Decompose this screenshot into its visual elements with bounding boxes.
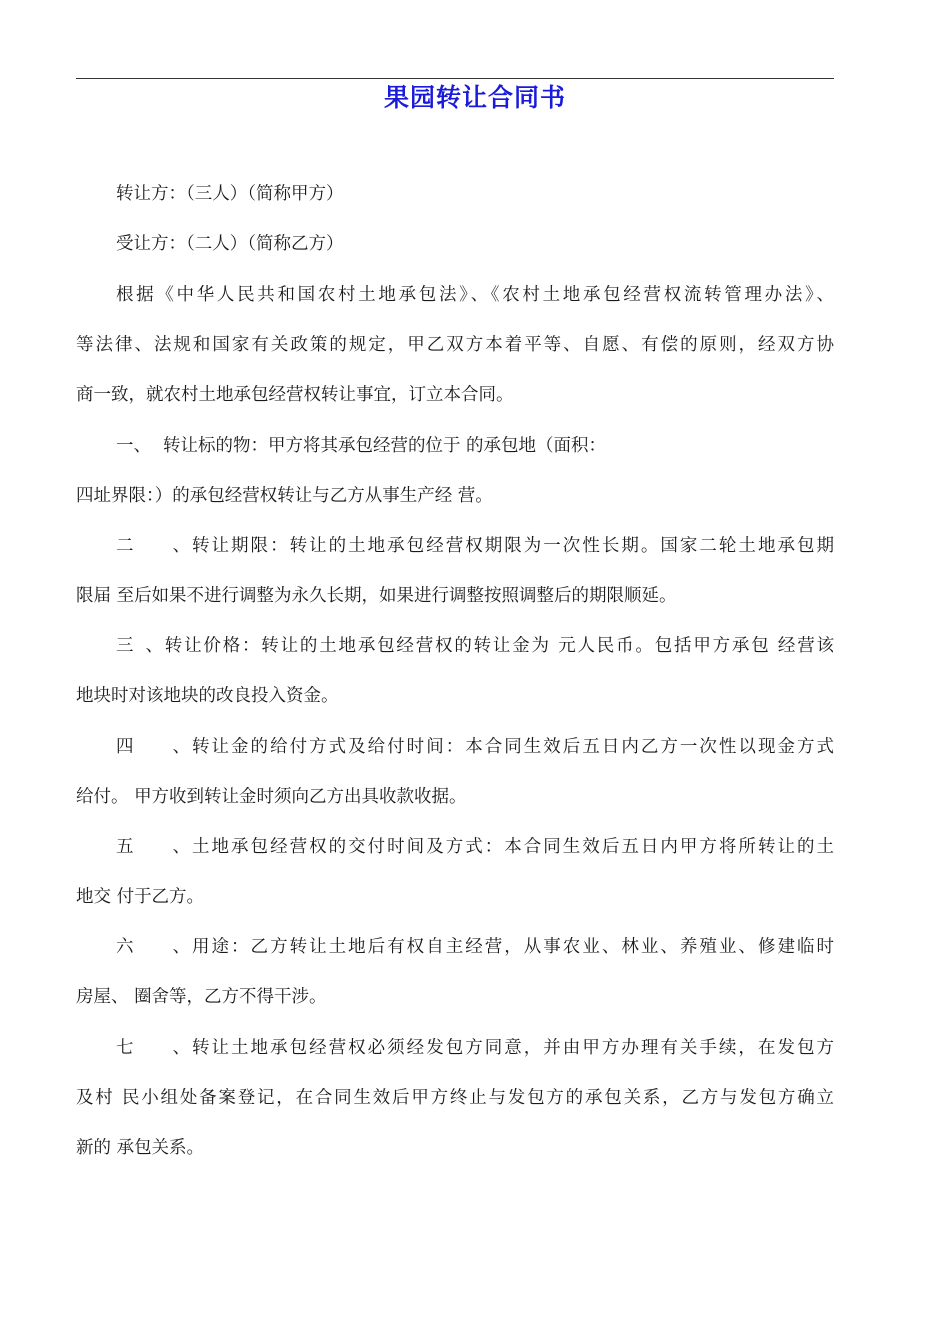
preamble-line-1: 根据《中华人民共和国农村土地承包法》、《农村土地承包经营权流转管理办法》、: [116, 285, 834, 305]
clause-text: 转让标的物：甲方将其承包经营的位于 的承包地（面积：: [163, 436, 607, 456]
clause-number: 二、: [116, 536, 190, 556]
clause-7-line-1: [116, 1036, 834, 1060]
clause-1-line-2: 四址界限：）的承包经营权转让与乙方从事生产经 营。: [76, 486, 493, 506]
clause-1-line-1: [116, 434, 834, 458]
clause-4-line-2: 给付。 甲方收到转让金时须向乙方出具收款收据。: [76, 787, 467, 807]
clause-7-line-2: 及村 民小组处备案登记，在合同生效后甲方终止与发包方的承包关系，乙方与发包方确立: [76, 1088, 834, 1108]
document-title: 果园转让合同书: [383, 83, 566, 112]
clause-number: 六、: [116, 937, 190, 957]
clause-text: 转让价格：转让的土地承包经营权的转让金为 元人民币。包括甲方承包 经营该: [163, 636, 834, 656]
header-rule: [76, 78, 834, 79]
clause-3-line-1: [116, 634, 834, 658]
clause-6-line-1: [116, 935, 834, 959]
transferor-line: 转让方：（三人）（简称甲方）: [116, 184, 344, 204]
preamble-line-2: 等法律、法规和国家有关政策的规定，甲乙双方本着平等、自愿、有偿的原则，经双方协: [76, 335, 834, 355]
clause-4-line-1: [116, 735, 834, 759]
clause-3-line-2: 地块时对该地块的改良投入资金。: [76, 686, 339, 706]
clause-text: 转让土地承包经营权必须经发包方同意，并由甲方办理有关手续，在发包方: [190, 1038, 834, 1058]
clause-text: 转让金的给付方式及给付时间：本合同生效后五日内乙方一次性以现金方式: [190, 737, 834, 757]
clause-number: 七、: [116, 1038, 190, 1058]
clause-number: 五、: [116, 837, 190, 857]
clause-5-line-1: [116, 835, 834, 859]
clause-2-line-1: [116, 534, 834, 558]
clause-number: 三、: [116, 636, 163, 656]
clause-7-line-3: 新的 承包关系。: [76, 1138, 205, 1158]
clause-text: 土地承包经营权的交付时间及方式：本合同生效后五日内甲方将所转让的土: [190, 837, 834, 857]
preamble-line-3: 商一致，就农村土地承包经营权转让事宜，订立本合同。: [76, 385, 514, 405]
clause-number: 一、: [116, 436, 151, 456]
clause-2-line-2: 限届 至后如果不进行调整为永久长期，如果进行调整按照调整后的期限顺延。: [76, 586, 677, 606]
transferee-line: 受让方：（二人）（简称乙方）: [116, 234, 344, 254]
clause-6-line-2: 房屋、 圈舍等，乙方不得干涉。: [76, 987, 327, 1007]
clause-text: 转让期限：转让的土地承包经营权期限为一次性长期。国家二轮土地承包期: [190, 536, 834, 556]
clause-number: 四、: [116, 737, 190, 757]
clause-5-line-2: 地交 付于乙方。: [76, 887, 205, 907]
clause-text: 用途：乙方转让土地后有权自主经营，从事农业、林业、养殖业、修建临时: [190, 937, 834, 957]
